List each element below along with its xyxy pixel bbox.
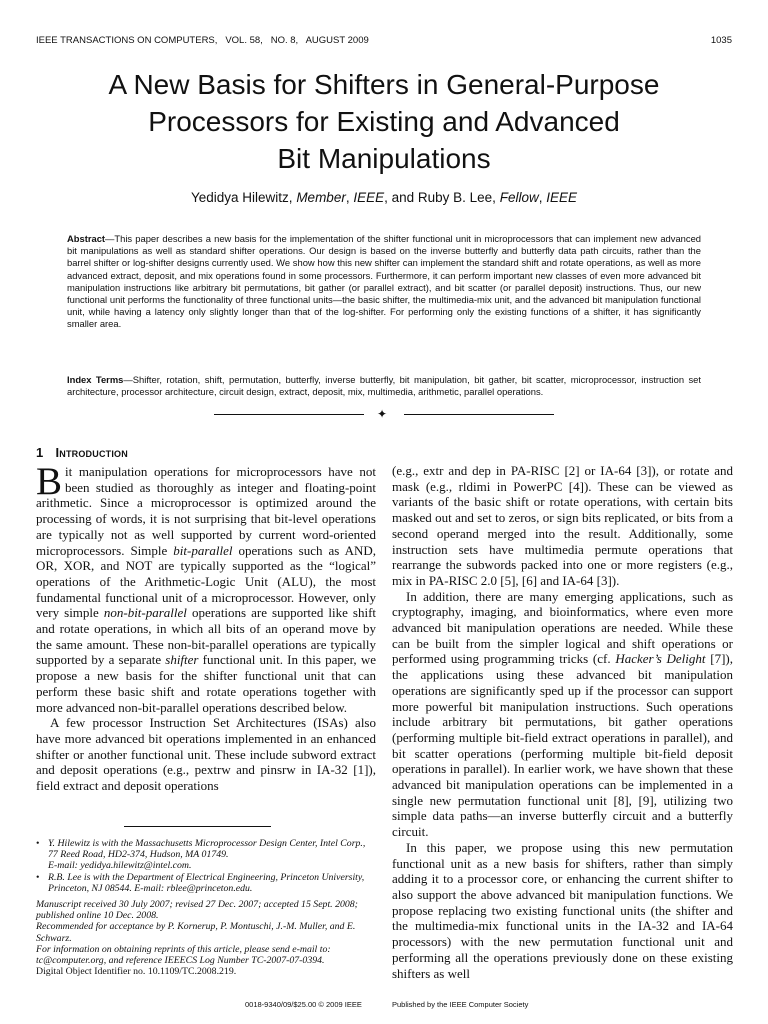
- index-terms: [67, 374, 701, 398]
- emphasis: shifter: [165, 652, 199, 668]
- right-column: [392, 463, 733, 981]
- footnote-affiliation-2: • R.B. Lee is with the Department of Electrical Engineering, Princeton University, Princeton, NJ 08544. E-mail: rblee@princeton.edu.: [36, 872, 376, 894]
- copyright-footer: 0018-9340/09/$25.00 © 2009 IEEE: [245, 1000, 362, 1009]
- intro-paragraph-3: (e.g., extr and dep in PA-RISC [2] or IA-64 [3]), or rotate and mask (e.g., rldimi in PowerPC [4]). These can be viewed as variants of the basic shift or rotate operations, with certain bits masked out and set to zeros, or sign bits replicated, or bits from a second operand merged into the result. Additionally, some instruction sets have multimedia permute operations that rearrange the subwords packed into one or more registers (e.g., mix in PA-RISC 2.0 [5], [6] and IA-64 [3]).: [392, 463, 733, 588]
- intro-paragraph-4: [392, 589, 733, 840]
- title-line-1: A New Basis for Shifters in General-Purpose: [108, 69, 660, 100]
- author-comma: ,: [538, 190, 543, 205]
- section-heading: [36, 445, 128, 460]
- text-run: functional unit. In this paper, we propose a new basis for the shifter functional unit that can perform these basic shift and rotate operations together with more advanced non-bit-parallel operations described below.: [36, 652, 377, 715]
- section-title: Introduction: [55, 445, 128, 460]
- abstract-label: Abstract: [67, 233, 106, 244]
- section-divider: [214, 407, 554, 421]
- email-text: E-mail: yedidya.hilewitz@intel.com.: [48, 860, 192, 872]
- emphasis: non-bit-parallel: [103, 605, 187, 621]
- publisher-footer: Published by the IEEE Computer Society: [392, 1000, 529, 1009]
- recommended-by: Recommended for acceptance by P. Kornerup, P. Montuschi, J.-M. Muller, and E. Schwarz.: [36, 921, 356, 944]
- section-number: 1: [36, 445, 44, 460]
- text-run: operations such as AND, OR, XOR, and NOT are typically supported as the “logical” operations of the Arithmetic-Logic Unit (ALU), the most fundamental functional unit of a microprocessor. However, only very simple: [36, 542, 376, 621]
- author-1-role: Member: [296, 190, 346, 205]
- author-2-role: Fellow: [499, 190, 539, 205]
- author-1-org: IEEE: [353, 190, 385, 205]
- author-list: Yedidya Hilewitz, Member, IEEE, and Ruby B. Lee, Fellow, IEEE: [190, 190, 578, 205]
- running-header: [36, 35, 732, 49]
- intro-paragraph-2: A few processor Instruction Set Architectures (ISAs) also have more advanced bit operations implemented in an enhanced shifter or another functional unit. These include subword extract and deposit operations (e.g., pextrw and pinsrw in IA-32 [1]), field extract and deposit operations: [36, 715, 376, 794]
- drop-cap: B: [36, 460, 63, 503]
- footnote-rule: [124, 826, 271, 827]
- divider-diamond-icon: ✦: [377, 407, 388, 421]
- intro-paragraph-5: In this paper, we propose using this new permutation functional unit as a new basis for shifters, rather than simply adding it to a processor core, or enhancing the current shifter to also support the above advanced bit manipulation functions. We propose replacing two existing functional units (the shifter and the multimedia-mix functional units in the IA-32 and IA-64 processors) with the new permutation functional unit and performing all the operations previously done on these existing shifters as well: [392, 839, 733, 981]
- page-number: 1035: [710, 35, 732, 46]
- index-terms-text: —Shifter, rotation, shift, permutation, butterfly, inverse butterfly, bit manipulation, bit gather, bit scatter, microprocessor, instruction set architecture, processor architecture, circuit design, extract, deposit, mix, multimedia, arithmetic, parallel operations.: [67, 374, 701, 398]
- reprint-info: For information on obtaining reprints of this article, please send e-mail to: tc@computer.org, and reference IEEECS Log Number TC-2007-07-0394.: [36, 943, 331, 967]
- emphasis: Hacker’s Delight: [615, 651, 706, 667]
- manuscript-dates: Manuscript received 30 July 2007; revised 27 Dec. 2007; accepted 15 Sept. 2008; published online 10 Dec. 2008.: [36, 899, 358, 922]
- text-run: operations are supported like shift and rotate operations, in which all bits of an operand move by the same amount. These non-bit-parallel operations are typically supported by a separate: [36, 605, 377, 668]
- text-run: Y. Hilewitz is with the Massachusetts Microprocessor Design Center, Intel Corp., 77 Reed Road, HD2-374, Hudson, MA 01749.: [48, 838, 366, 861]
- text-run: it manipulation operations for microprocessors have not been studied as thoroughly as integer and floating-point arithmetic. Since a microprocessor is optimized around the processing of words, it is not surprising that bit-level operations are typically not as well supported by current word-oriented microprocessors. Simple: [36, 464, 376, 558]
- footnote-affiliation-1: [36, 838, 376, 872]
- abstract: [67, 233, 701, 331]
- paper-title: [30, 66, 738, 177]
- journal-info: IEEE TRANSACTIONS ON COMPUTERS, VOL. 58, NO. 8, AUGUST 2009: [36, 35, 369, 46]
- left-column: [36, 460, 377, 794]
- title-line-3: Bit Manipulations: [277, 143, 491, 174]
- author-2-org: IEEE: [546, 190, 578, 205]
- text-run: In addition, there are many emerging applications, such as cryptography, imaging, and bioinformatics, where even more advanced bit manipulation operations are needed. While these can be built from the simpler logical and shift operations or performed using programming tricks (cf.: [392, 588, 733, 667]
- author-connector: , and Ruby B. Lee,: [384, 190, 496, 205]
- doi: Digital Object Identifier no. 10.1109/TC.2008.219.: [36, 966, 237, 978]
- title-line-2: Processors for Existing and Advanced: [148, 106, 620, 137]
- index-terms-label: Index Terms: [67, 374, 124, 385]
- abstract-text: —This paper describes a new basis for the implementation of the shifter functional unit in microprocessors that can implement new advanced bit manipulations as well as standard shifter operations. Our design is based on the inverse butterfly and butterfly data path circuits, rather than the barrel shifter or log-shifter designs currently used. We show how this new shifter can implement the standard shift and rotate operations, as well as more advanced extract, deposit, and mix operations found in some processors. Furthermore, it can perform important new classes of even more advanced bit manipulation instructions like arbitrary bit permutations, bit gather (or parallel extract), and bit scatter (or parallel deposit) instructions. Thus, our new functional unit performs the functionality of three functional units—the basic shifter, the multimedia-mix unit, and the advanced bit manipulation functional unit, while having a latency only slightly longer than that of the log-shifter. For performing only the existing functions of a shifter, it has significantly smaller area.: [67, 233, 701, 330]
- author-1-name: Yedidya Hilewitz,: [190, 190, 293, 205]
- divider-line-left: [214, 414, 364, 415]
- emphasis: bit-parallel: [173, 542, 233, 558]
- footnotes: [36, 838, 376, 977]
- intro-paragraph-1: [36, 460, 377, 715]
- divider-line-right: [404, 414, 554, 415]
- text-run: [7]), the applications using these advanced bit manipulation operations are significantly sped up if the processor can support more powerful bit manipulation instructions. Such operations include arbitrary bit permutations, bit gather operations (performing multiple bit-field extract operations in parallel), and bit scatter operations (performing multiple bit-field deposit operations in parallel). In earlier work, we have shown that these advanced bit manipulation operations can be implemented in a single new permutation functional unit [8], [9], utilizing two simple data paths—an inverse butterfly circuit and a butterfly circuit.: [392, 651, 733, 840]
